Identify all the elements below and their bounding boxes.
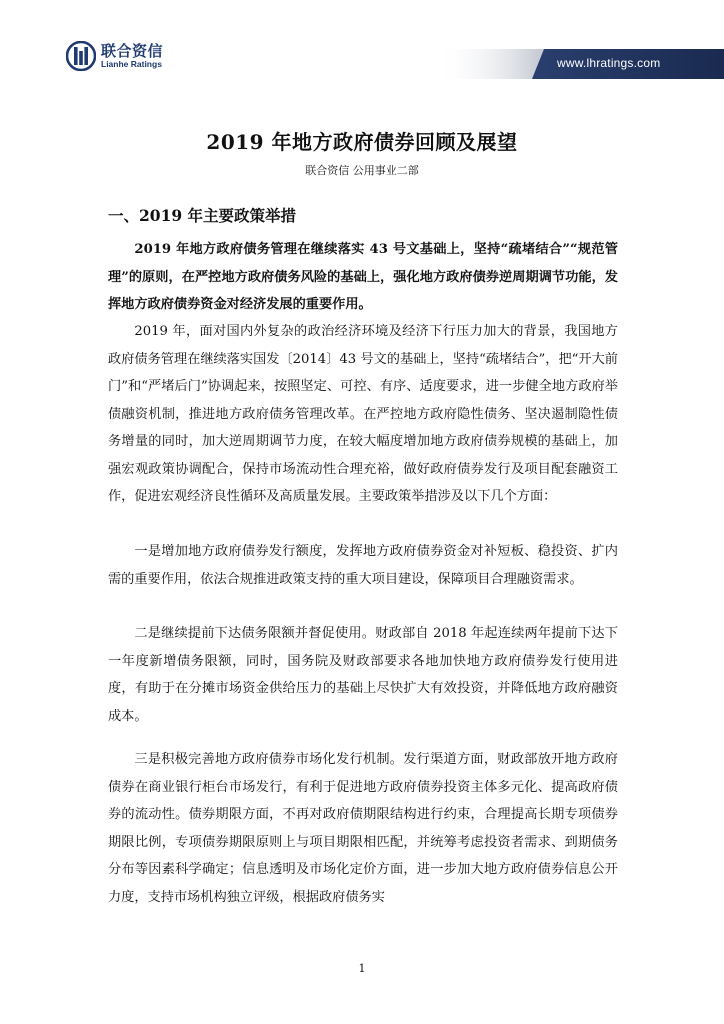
body-paragraph: 二是继续提前下达债务限额并督促使用。财政部自 2018 年起连续两年提前下达下一年度新增债务限额，同时，国务院及财政部要求各地加快地方政府债券发行使用进度，有助于在分摊市场资金供给压力的基础上尽快扩大有效投资，并降低地方政府融资成本。 <box>108 626 618 724</box>
page-number: 1 <box>358 962 366 975</box>
page-subtitle: 联合资信 公用事业二部 <box>305 164 419 177</box>
page-title: 2019 年地方政府债券回顾及展望 <box>206 130 518 154</box>
page-header <box>0 0 724 90</box>
body-paragraph: 一是增加地方政府债券发行额度，发挥地方政府债券资金对补短板、稳投资、扩内需的重要作用，依法合规推进政策支持的重大项目建设，保障项目合理融资需求。 <box>108 544 618 587</box>
company-logo <box>66 41 163 71</box>
section-heading: 一、2019 年主要政策举措 <box>108 206 297 225</box>
logo-english-name: Lianhe Ratings <box>101 59 162 69</box>
logo-chinese-name: 联合资信 <box>101 42 164 60</box>
summary-paragraph: 2019 年地方政府债务管理在继续落实 43 号文基础上，坚持“疏堵结合”“规范管理”的原则，在严控地方政府债务风险的基础上，强化地方政府债券逆周期调节功能，发挥地方政府债券资金对经济发展的重要作用。 <box>108 242 618 312</box>
website-url: www.lhratings.com <box>557 56 661 70</box>
body-paragraph: 三是积极完善地方政府债券市场化发行机制。发行渠道方面，财政部放开地方政府债券在商业银行柜台市场发行，有利于促进地方政府债券投资主体多元化、提高政府债券的流动性。债券期限方面，不再对政府债期限结构进行约束，合理提高长期专项债券期限比例，专项债券期限原则上与项目期限相匹配，并统筹考虑投资者需求、到期债务分布等因素科学确定；信息透明及市场化定价方面，进一步加大地方政府债券信息公开力度，支持市场机构独立评级，根据政府债务实 <box>108 752 618 905</box>
lianhe-logo-icon <box>66 41 96 71</box>
body-paragraph: 2019 年，面对国内外复杂的政治经济环境及经济下行压力加大的背景，我国地方政府债务管理在继续落实国发〔2014〕43 号文的基础上，坚持“疏堵结合”，把“开大前门”和“严堵后门”协调起来，按照坚定、可控、有序、适度要求，进一步健全地方政府举债融资机制，推进地方政府债务管理改革。在严控地方政府隐性债务、坚决遏制隐性债务增量的同时，加大逆周期调节力度，在较大幅度增加地方政府债券规模的基础上，加强宏观政策协调配合，保持市场流动性合理充裕，做好政府债券发行及项目配套融资工作，促进宏观经济良性循环及高质量发展。主要政策举措涉及以下几个方面： <box>108 324 618 504</box>
